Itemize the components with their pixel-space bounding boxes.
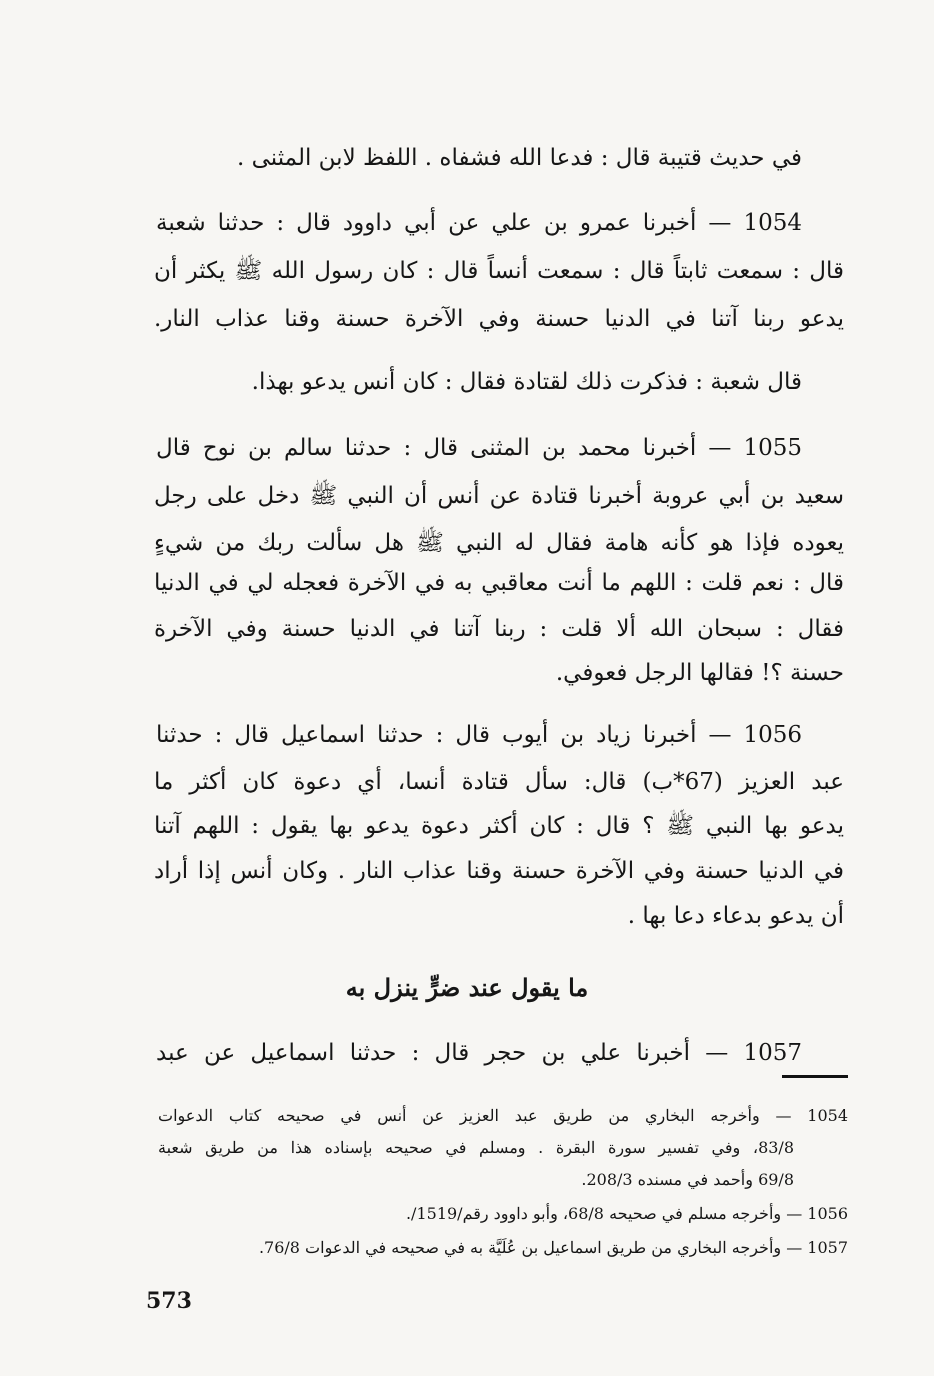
footnote-1054-line-2: 83/8، وفي تفسير سورة البقرة . ومسلم في صحيحه بإسناده هذا من طريق شعبة [158, 1138, 794, 1157]
hadith-1055-line-3: يعوده فإذا هو كأنه هامة فقال له النبي ﷺ هل سألت ربك من شيءٍ [154, 530, 844, 556]
hadith-1056-line-1: 1056 — أخبرنا زياد بن أيوب قال : حدثنا اسماعيل قال : حدثنا [156, 722, 802, 748]
body-line-continuation: في حديث قتيبة قال : فدعا الله فشفاه . اللفظ لابن المثنى . [236, 145, 802, 171]
hadith-1054-line-4: قال شعبة : فذكرت ذلك لقتادة فقال : كان أنس يدعو بهذا. [251, 369, 802, 395]
footnote-1057: 1057 — وأخرجه البخاري من طريق اسماعيل بن عُلَيَّة به في صحيحه في الدعوات 76/8. [258, 1238, 848, 1257]
footnote-1054-line-1: 1054 — وأخرجه البخاري من طريق عبد العزيز عن أنس في صحيحه كتاب الدعوات [158, 1106, 848, 1125]
hadith-1055-line-5: فقال : سبحان الله ألا قلت : ربنا آتنا في الدنيا حسنة وفي الآخرة [154, 616, 844, 642]
hadith-1054-line-2: قال : سمعت ثابتاً قال : سمعت أنساً قال : كان رسول الله ﷺ يكثر أن [154, 258, 844, 284]
hadith-1056-line-3: يدعو بها النبي ﷺ ؟ قال : كان أكثر دعوة يدعو بها يقول : اللهم آتنا [154, 813, 844, 839]
hadith-1055-line-6: حسنة ؟! فقالها الرجل فعوفي. [555, 660, 844, 686]
footnote-1054-line-3: 69/8 وأحمد في مسنده 208/3. [581, 1170, 794, 1189]
page-number: 573 [146, 1288, 192, 1314]
footnote-1056: 1056 — وأخرجه مسلم في صحيحه 68/8، وأبو داوود رقم/1519/. [405, 1204, 848, 1223]
hadith-1054-line-3: يدعو ربنا آتنا في الدنيا حسنة وفي الآخرة حسنة وقنا عذاب النار. [154, 306, 844, 332]
footnote-separator [782, 1075, 848, 1078]
chapter-heading: ما يقول عند ضرٍّ ينزل به [345, 973, 589, 1002]
hadith-1055-line-1: 1055 — أخبرنا محمد بن المثنى قال : حدثنا سالم بن نوح قال [156, 435, 802, 461]
hadith-1054-line-1: 1054 — أخبرنا عمرو بن علي عن أبي داوود قال : حدثنا شعبة [156, 210, 802, 236]
hadith-1056-line-5: أن يدعو بدعاء دعا بها . [627, 903, 844, 929]
hadith-1057-line-1: 1057 — أخبرنا علي بن حجر قال : حدثنا اسماعيل عن عبد [156, 1040, 802, 1066]
hadith-1055-line-2: سعيد بن أبي عروبة أخبرنا قتادة عن أنس أن النبي ﷺ دخل على رجل [154, 483, 844, 509]
hadith-1056-line-4: في الدنيا حسنة وفي الآخرة حسنة وقنا عذاب النار . وكان أنس إذا أراد [154, 858, 844, 884]
hadith-1055-line-4: قال : نعم قلت : اللهم ما أنت معاقبي به في الآخرة فعجله لي في الدنيا [154, 570, 844, 596]
hadith-1056-line-2: عبد العزيز (67*ب) قال: سأل قتادة أنسا، أي دعوة كان أكثر ما [154, 769, 844, 795]
